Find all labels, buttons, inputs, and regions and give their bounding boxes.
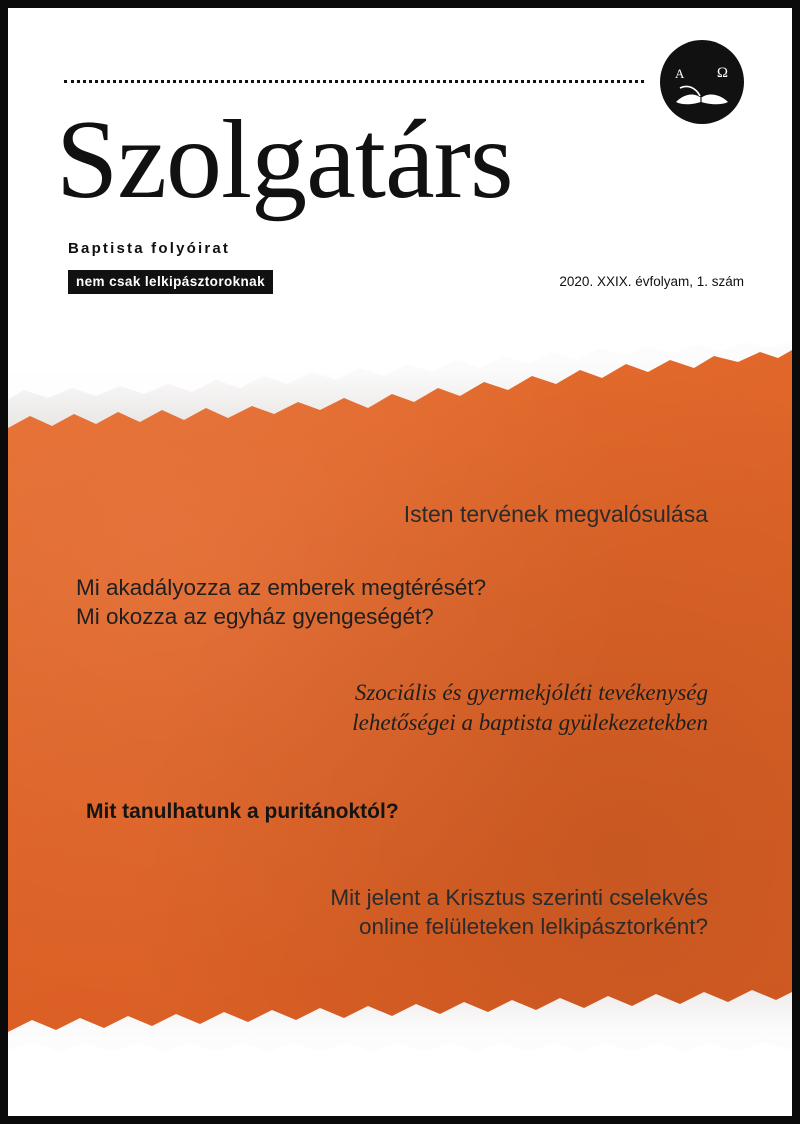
headline-list bbox=[8, 308, 792, 1008]
omega-glyph: Ω bbox=[716, 65, 728, 81]
cover-subtitle: Baptista folyóirat bbox=[68, 240, 231, 257]
headline-5-line-1: Mit jelent a Krisztus szerinti cselekvés bbox=[330, 885, 708, 910]
headline-2 bbox=[76, 573, 776, 632]
page-title: Szolgatárs bbox=[56, 98, 513, 222]
alpha-omega-logo bbox=[660, 40, 744, 124]
headline-2-line-1: Mi akadályozza az emberek megtérését? bbox=[76, 575, 487, 600]
headline-4 bbox=[86, 798, 786, 825]
headline-2-line-2: Mi okozza az egyház gyengeségét? bbox=[76, 604, 434, 630]
headline-3 bbox=[8, 678, 768, 738]
dotted-rule bbox=[64, 80, 644, 83]
headline-4-line-1: Mit tanulhatunk a puritánoktól? bbox=[86, 800, 399, 823]
headline-1-line-1: Isten tervének megvalósulása bbox=[403, 501, 708, 527]
cover-tagline: nem csak lelkipásztoroknak bbox=[68, 270, 273, 294]
magazine-cover bbox=[8, 8, 792, 1116]
alpha-glyph: A bbox=[675, 66, 685, 81]
headline-1 bbox=[8, 500, 770, 530]
headline-5-line-2: online felületeken lelkipásztorként? bbox=[359, 914, 708, 940]
headline-3-line-1: Szociális és gyermekjóléti tevékenység bbox=[354, 680, 708, 705]
issue-info: 2020. XXIX. évfolyam, 1. szám bbox=[559, 274, 744, 289]
headline-3-line-2: lehetőségei a baptista gyülekezetekben bbox=[352, 709, 708, 735]
masthead bbox=[8, 8, 792, 328]
headline-5 bbox=[8, 883, 766, 942]
open-book-icon bbox=[674, 80, 730, 110]
